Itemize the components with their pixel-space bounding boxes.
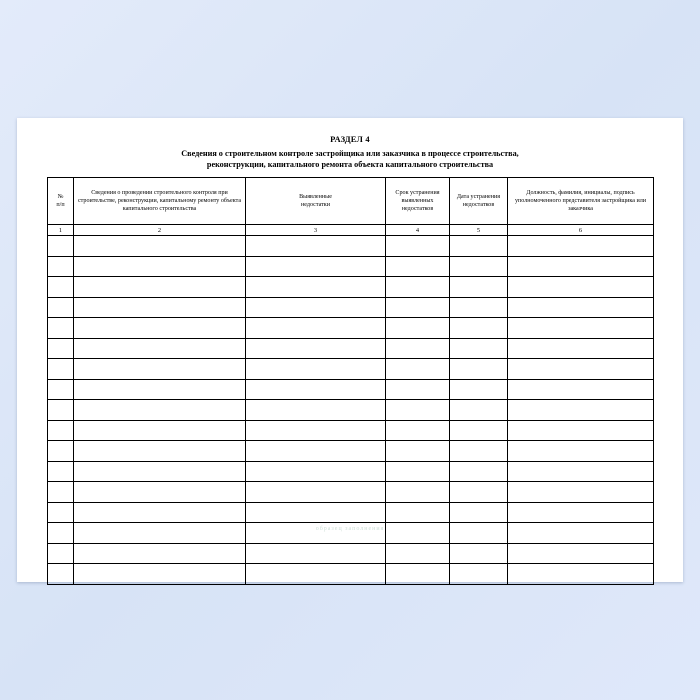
- cell-representative[interactable]: [508, 379, 654, 400]
- cell-defects[interactable]: [246, 482, 386, 503]
- table-row: [48, 277, 654, 298]
- column-number-2: 2: [74, 225, 246, 236]
- cell-number[interactable]: [48, 564, 74, 585]
- cell-fix-deadline[interactable]: [386, 400, 450, 421]
- column-header-fix-deadline: Срок устранения выявленных недостатков: [386, 178, 450, 225]
- cell-fix-deadline[interactable]: [386, 543, 450, 564]
- cell-defects[interactable]: [246, 523, 386, 544]
- cell-fix-date[interactable]: [450, 236, 508, 257]
- column-header-control-info: Сведения о проведении строительного контроля при строительстве, реконструкции, капитальному ремонту объекта капитального строительства: [74, 178, 246, 225]
- cell-control-info[interactable]: [74, 297, 246, 318]
- cell-representative[interactable]: [508, 564, 654, 585]
- cell-fix-deadline[interactable]: [386, 523, 450, 544]
- cell-representative[interactable]: [508, 441, 654, 462]
- cell-number[interactable]: [48, 482, 74, 503]
- cell-control-info[interactable]: [74, 543, 246, 564]
- table-header: [48, 178, 654, 225]
- cell-fix-date[interactable]: [450, 502, 508, 523]
- cell-fix-deadline[interactable]: [386, 338, 450, 359]
- cell-fix-date[interactable]: [450, 256, 508, 277]
- cell-fix-deadline[interactable]: [386, 441, 450, 462]
- cell-number[interactable]: [48, 379, 74, 400]
- cell-fix-deadline[interactable]: [386, 297, 450, 318]
- cell-control-info[interactable]: [74, 441, 246, 462]
- cell-number[interactable]: [48, 359, 74, 380]
- cell-defects[interactable]: [246, 359, 386, 380]
- table-row: [48, 359, 654, 380]
- cell-fix-date[interactable]: [450, 523, 508, 544]
- cell-defects[interactable]: [246, 543, 386, 564]
- cell-number[interactable]: [48, 297, 74, 318]
- cell-fix-date[interactable]: [450, 359, 508, 380]
- column-header-defects-line-1: Выявленные: [299, 194, 332, 201]
- cell-control-info[interactable]: [74, 379, 246, 400]
- cell-fix-date[interactable]: [450, 318, 508, 339]
- column-header-defects: [246, 178, 386, 225]
- cell-representative[interactable]: [508, 277, 654, 298]
- cell-control-info[interactable]: [74, 277, 246, 298]
- cell-representative[interactable]: [508, 256, 654, 277]
- cell-fix-date[interactable]: [450, 379, 508, 400]
- column-header-number-line-1: №: [57, 194, 64, 201]
- cell-fix-date[interactable]: [450, 461, 508, 482]
- cell-fix-deadline[interactable]: [386, 236, 450, 257]
- cell-control-info[interactable]: [74, 482, 246, 503]
- cell-representative[interactable]: [508, 359, 654, 380]
- cell-number[interactable]: [48, 338, 74, 359]
- table-row: [48, 523, 654, 544]
- cell-fix-date[interactable]: [450, 543, 508, 564]
- cell-control-info[interactable]: [74, 420, 246, 441]
- cell-control-info[interactable]: [74, 359, 246, 380]
- cell-fix-date[interactable]: [450, 482, 508, 503]
- column-number-4: 4: [386, 225, 450, 236]
- column-header-number: [48, 178, 74, 225]
- page-title-line-2: реконструкции, капитального ремонта объекта капитального строительства: [206, 160, 494, 170]
- table-row: [48, 400, 654, 421]
- cell-fix-date[interactable]: [450, 420, 508, 441]
- table-row-numbers: [48, 225, 654, 236]
- cell-number[interactable]: [48, 461, 74, 482]
- cell-defects[interactable]: [246, 400, 386, 421]
- cell-representative[interactable]: [508, 318, 654, 339]
- cell-representative[interactable]: [508, 482, 654, 503]
- table-row: [48, 502, 654, 523]
- watermark-text: образец заполнения: [315, 526, 385, 532]
- cell-control-info[interactable]: [74, 338, 246, 359]
- cell-number[interactable]: [48, 400, 74, 421]
- cell-control-info[interactable]: [74, 400, 246, 421]
- cell-number[interactable]: [48, 318, 74, 339]
- cell-fix-deadline[interactable]: [386, 318, 450, 339]
- cell-fix-date[interactable]: [450, 441, 508, 462]
- cell-fix-date[interactable]: [450, 338, 508, 359]
- page-title: [47, 148, 653, 170]
- column-number-5: 5: [450, 225, 508, 236]
- table-row: [48, 482, 654, 503]
- cell-defects[interactable]: [246, 461, 386, 482]
- cell-representative[interactable]: [508, 297, 654, 318]
- cell-fix-deadline[interactable]: [386, 277, 450, 298]
- table-row: [48, 338, 654, 359]
- cell-fix-deadline[interactable]: [386, 256, 450, 277]
- cell-representative[interactable]: [508, 461, 654, 482]
- page-title-line-1: Сведения о строительном контроле застройщика или заказчика в процессе строительства,: [181, 149, 519, 158]
- cell-defects[interactable]: [246, 236, 386, 257]
- column-header-defects-line-2: недостатки: [300, 202, 331, 209]
- section-title: РАЗДЕЛ 4: [330, 134, 370, 144]
- cell-number[interactable]: [48, 236, 74, 257]
- cell-representative[interactable]: [508, 502, 654, 523]
- cell-defects[interactable]: [246, 297, 386, 318]
- table-row: [48, 318, 654, 339]
- cell-number[interactable]: [48, 256, 74, 277]
- cell-defects[interactable]: [246, 564, 386, 585]
- table-row: [48, 564, 654, 585]
- cell-fix-deadline[interactable]: [386, 564, 450, 585]
- table-row: [48, 297, 654, 318]
- cell-fix-date[interactable]: [450, 297, 508, 318]
- cell-defects[interactable]: [246, 256, 386, 277]
- cell-number[interactable]: [48, 502, 74, 523]
- cell-control-info[interactable]: [74, 256, 246, 277]
- column-number-3: 3: [246, 225, 386, 236]
- column-number-1: 1: [48, 225, 74, 236]
- cell-defects[interactable]: [246, 379, 386, 400]
- document-content: [47, 134, 653, 585]
- cell-representative[interactable]: [508, 338, 654, 359]
- cell-number[interactable]: [48, 441, 74, 462]
- cell-defects[interactable]: [246, 338, 386, 359]
- cell-control-info[interactable]: [74, 523, 246, 544]
- cell-control-info[interactable]: [74, 461, 246, 482]
- cell-defects[interactable]: [246, 420, 386, 441]
- table-header-row: [48, 178, 654, 225]
- cell-representative[interactable]: [508, 400, 654, 421]
- document-page: [17, 118, 683, 582]
- table-row: [48, 543, 654, 564]
- cell-number[interactable]: [48, 420, 74, 441]
- cell-control-info[interactable]: [74, 318, 246, 339]
- table-row: [48, 236, 654, 257]
- cell-fix-deadline[interactable]: [386, 482, 450, 503]
- column-number-6: 6: [508, 225, 654, 236]
- column-header-representative: Должность, фамилия, инициалы, подпись уполномоченного представителя застройщика или заказчика: [508, 178, 654, 225]
- cell-fix-deadline[interactable]: [386, 379, 450, 400]
- table-row: [48, 420, 654, 441]
- cell-number[interactable]: [48, 523, 74, 544]
- cell-fix-date[interactable]: [450, 400, 508, 421]
- cell-representative[interactable]: [508, 523, 654, 544]
- table-row: [48, 441, 654, 462]
- cell-representative[interactable]: [508, 236, 654, 257]
- table-row: [48, 379, 654, 400]
- cell-defects[interactable]: [246, 318, 386, 339]
- column-header-number-line-2: п/п: [56, 202, 65, 209]
- cell-control-info[interactable]: [74, 236, 246, 257]
- cell-fix-deadline[interactable]: [386, 502, 450, 523]
- cell-control-info[interactable]: [74, 502, 246, 523]
- cell-fix-date[interactable]: [450, 277, 508, 298]
- cell-defects[interactable]: [246, 502, 386, 523]
- cell-number[interactable]: [48, 277, 74, 298]
- cell-defects[interactable]: [246, 441, 386, 462]
- cell-fix-deadline[interactable]: [386, 359, 450, 380]
- table-row: [48, 461, 654, 482]
- cell-defects[interactable]: [246, 277, 386, 298]
- table-row: [48, 256, 654, 277]
- table-body: [48, 225, 654, 585]
- cell-fix-deadline[interactable]: [386, 461, 450, 482]
- cell-fix-date[interactable]: [450, 564, 508, 585]
- cell-representative[interactable]: [508, 420, 654, 441]
- column-header-fix-date: Дата устранения недостатков: [450, 178, 508, 225]
- construction-control-table: [47, 177, 654, 585]
- cell-representative[interactable]: [508, 543, 654, 564]
- cell-control-info[interactable]: [74, 564, 246, 585]
- cell-number[interactable]: [48, 543, 74, 564]
- cell-fix-deadline[interactable]: [386, 420, 450, 441]
